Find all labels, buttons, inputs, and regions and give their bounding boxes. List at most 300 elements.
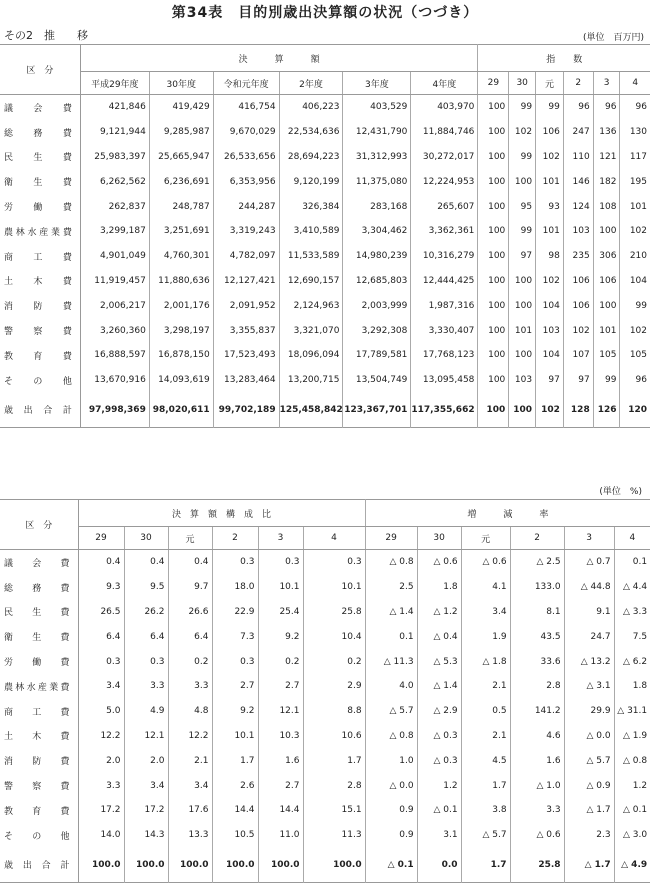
table-cell: 97,998,369 [80, 393, 149, 428]
table-cell: 4.9 [124, 699, 168, 724]
table-cell: 195 [629, 176, 647, 187]
table-cell: △ 44.8 [564, 575, 614, 600]
table-row [0, 145, 650, 170]
table-cell: 2.6 [212, 773, 258, 798]
col-header: 3 [258, 527, 303, 550]
table-cell: 4.0 [365, 674, 417, 699]
table-cell: 136 [593, 120, 620, 145]
table-cell: 265,607 [411, 194, 478, 219]
table-cell: 16,878,150 [149, 343, 213, 368]
table-cell: 0.1 [365, 624, 417, 649]
row-label: 商工費 [0, 244, 80, 269]
table-cell: 326,384 [279, 194, 343, 219]
table-cell: △ 1.4 [365, 600, 417, 625]
table-cell: 25.8 [303, 600, 365, 625]
row-label: 衛生費 [0, 624, 78, 649]
table-cell: △ 1.2 [417, 600, 461, 625]
table-cell: 15.1 [303, 798, 365, 823]
table-cell: 31,312,993 [343, 145, 411, 170]
table-cell: 100 [509, 343, 536, 368]
table-cell: △ 1.0 [510, 773, 564, 798]
table-cell: 3.4 [78, 674, 124, 699]
table-cell: △ 13.2 [564, 649, 614, 674]
table-cell: 0.4 [78, 550, 124, 575]
col-header: 29 [478, 72, 509, 95]
table-row [0, 95, 650, 120]
table-cell: 120 [628, 404, 647, 415]
table-cell: 0.9 [365, 798, 417, 823]
row-label: 議会費 [0, 550, 78, 575]
table-cell: 1.7 [303, 748, 365, 773]
table-cell: 1.7 [461, 848, 510, 883]
table-cell: △ 2.9 [417, 699, 461, 724]
table-cell: 17.6 [168, 798, 212, 823]
table-cell: 102 [536, 393, 564, 428]
table-cell: 2.7 [258, 674, 303, 699]
table-cell: 102 [563, 318, 593, 343]
table-cell: 22,534,636 [279, 120, 343, 145]
table-cell: 2.7 [258, 773, 303, 798]
table-cell: 10,316,279 [411, 244, 478, 269]
table-cell: 101 [629, 201, 647, 212]
row-label: 労働費 [0, 194, 80, 219]
table-cell: 13,283,464 [213, 368, 279, 393]
table-cell: 104 [536, 343, 564, 368]
table-cell: 9,121,944 [80, 120, 149, 145]
table-cell: 2.0 [78, 748, 124, 773]
table-total-row [0, 393, 650, 428]
table-cell: 117 [629, 151, 647, 162]
table-cell: 10.1 [212, 724, 258, 749]
row-label: 消防費 [0, 748, 78, 773]
table-row [0, 823, 650, 848]
table-cell: 106 [593, 269, 620, 294]
table-cell: 1.7 [212, 748, 258, 773]
table-cell: 99,702,189 [213, 393, 279, 428]
table-cell: 3.4 [168, 773, 212, 798]
table-cell: 235 [563, 244, 593, 269]
table-cell: △ 0.8 [365, 724, 417, 749]
table-cell: 4.1 [461, 575, 510, 600]
table-cell: 100 [478, 393, 509, 428]
table-cell: 1.6 [258, 748, 303, 773]
table-cell: 3.3 [78, 773, 124, 798]
table-cell: 99 [509, 95, 536, 120]
table-cell: 98 [536, 244, 564, 269]
col-header: 3年度 [343, 72, 411, 95]
table-cell: 9,120,199 [279, 169, 343, 194]
table-cell: 12,431,790 [343, 120, 411, 145]
table-cell: 0.3 [212, 550, 258, 575]
table-cell: 101 [593, 318, 620, 343]
table-cell: 416,754 [213, 95, 279, 120]
col-header: 元 [536, 72, 564, 95]
table-cell: △ 0.6 [461, 550, 510, 575]
table-cell: 3,298,197 [149, 318, 213, 343]
table-cell: 3,330,407 [411, 318, 478, 343]
table-row [0, 798, 650, 823]
table-cell: 3.4 [461, 600, 510, 625]
table-cell: 0.4 [124, 550, 168, 575]
table-cell: 8.1 [510, 600, 564, 625]
table-cell: △ 0.6 [510, 823, 564, 848]
table-cell: 2.9 [303, 674, 365, 699]
table-cell: 6.4 [168, 624, 212, 649]
table-cell: 99 [509, 145, 536, 170]
table-cell: 18.0 [212, 575, 258, 600]
table-cell: △ 3.3 [623, 606, 648, 617]
table-cell: 105 [629, 350, 647, 361]
group-header-index: 指 数 [478, 45, 650, 72]
row-label: 労働費 [0, 649, 78, 674]
col-header: 4 [303, 527, 365, 550]
table-cell: 11,375,080 [343, 169, 411, 194]
table-cell: 14.0 [78, 823, 124, 848]
col-header: 4年度 [411, 72, 478, 95]
table-cell: △ 1.7 [564, 798, 614, 823]
table-row [0, 269, 650, 294]
table-cell: △ 5.3 [417, 649, 461, 674]
table-cell: 2.8 [303, 773, 365, 798]
table-cell: 106 [563, 293, 593, 318]
col-header: 30 [509, 72, 536, 95]
table-cell: 9,285,987 [149, 120, 213, 145]
table-cell: 1.2 [632, 780, 648, 791]
table-cell: 28,694,223 [279, 145, 343, 170]
table-cell: 3,292,308 [343, 318, 411, 343]
table-cell: 26,533,656 [213, 145, 279, 170]
table-cell: 2.7 [212, 674, 258, 699]
table-cell: 6,236,691 [149, 169, 213, 194]
row-label: その他 [0, 823, 78, 848]
table-cell: 4.5 [461, 748, 510, 773]
table-cell: △ 0.0 [564, 724, 614, 749]
col-header: 2 [212, 527, 258, 550]
table-cell: 100 [478, 194, 509, 219]
table-cell: 1.0 [365, 748, 417, 773]
table-cell: 141.2 [510, 699, 564, 724]
table-cell: 0.2 [168, 649, 212, 674]
table-row [0, 699, 650, 724]
table-cell: 10.5 [212, 823, 258, 848]
col-header: 30 [124, 527, 168, 550]
table-cell: 3,260,360 [80, 318, 149, 343]
section-subtitle: その2 推 移 [4, 29, 88, 42]
table-cell: 6.4 [78, 624, 124, 649]
table-cell: 2,003,999 [343, 293, 411, 318]
table-cell: 105 [593, 343, 620, 368]
row-label: 歳出合計 [0, 393, 80, 428]
table-cell: 97 [509, 244, 536, 269]
table-cell: 7.3 [212, 624, 258, 649]
table-cell: 12.2 [168, 724, 212, 749]
table-cell: 124 [563, 194, 593, 219]
table-cell: 100 [478, 169, 509, 194]
table-cell: 0.3 [78, 649, 124, 674]
row-label: 総務費 [0, 120, 80, 145]
table-cell: 106 [536, 120, 564, 145]
table-cell: 18,096,094 [279, 343, 343, 368]
table-cell: 1.7 [461, 773, 510, 798]
table-cell: △ 0.1 [623, 805, 648, 816]
col-header: 29 [78, 527, 124, 550]
table-cell: 107 [563, 343, 593, 368]
table-cell: 11,533,589 [279, 244, 343, 269]
table-cell: 25,665,947 [149, 145, 213, 170]
table-cell: 100 [478, 145, 509, 170]
table-cell: 101 [509, 318, 536, 343]
col-header: 29 [365, 527, 417, 550]
table-cell: 0.2 [303, 649, 365, 674]
table-cell: △ 4.9 [621, 859, 648, 870]
table-row [0, 194, 650, 219]
table-cell: 3,251,691 [149, 219, 213, 244]
table-row [0, 649, 650, 674]
table-row [0, 244, 650, 269]
table-cell: 101 [536, 169, 564, 194]
table-cell: △ 2.5 [510, 550, 564, 575]
table-cell: 108 [593, 194, 620, 219]
table-cell: 4.6 [510, 724, 564, 749]
table-cell: △ 1.4 [417, 674, 461, 699]
table-cell: 2.8 [510, 674, 564, 699]
unit-label-table2: (単位 %) [599, 487, 642, 497]
table-row [0, 748, 650, 773]
settlement-amount-table [0, 44, 650, 428]
table-cell: 12,444,425 [411, 269, 478, 294]
table-cell: 2.3 [564, 823, 614, 848]
table-cell: 210 [629, 251, 647, 262]
table-cell: △ 3.0 [623, 830, 648, 841]
table-cell: 0.2 [258, 649, 303, 674]
table-cell: 13.3 [168, 823, 212, 848]
table-cell: 2,001,176 [149, 293, 213, 318]
table-cell: 0.3 [212, 649, 258, 674]
table-row [0, 368, 650, 393]
table-cell: 3.3 [124, 674, 168, 699]
group-header-composition: 決 算 額 構 成 比 [78, 500, 365, 527]
table-cell: 8.8 [303, 699, 365, 724]
table-cell: 1,987,316 [411, 293, 478, 318]
table-cell: 3.3 [168, 674, 212, 699]
table-cell: 0.9 [365, 823, 417, 848]
table-cell: 403,529 [343, 95, 411, 120]
table-cell: 9.2 [212, 699, 258, 724]
table-cell: 97 [536, 368, 564, 393]
col-header: 30年度 [149, 72, 213, 95]
col-header: 30 [417, 527, 461, 550]
table-cell: 13,200,715 [279, 368, 343, 393]
table-cell: 182 [593, 169, 620, 194]
table-cell: 25,983,397 [80, 145, 149, 170]
row-label: 民生費 [0, 145, 80, 170]
table-cell: 0.3 [303, 550, 365, 575]
table-cell: △ 3.1 [564, 674, 614, 699]
table-cell: 12,224,953 [411, 169, 478, 194]
table-cell: 4.8 [168, 699, 212, 724]
table-cell: 29.9 [564, 699, 614, 724]
table-cell: 24.7 [564, 624, 614, 649]
table-cell: 26.5 [78, 600, 124, 625]
table-cell: 100 [509, 393, 536, 428]
table-cell: 101 [536, 219, 564, 244]
table-cell: 1.8 [632, 681, 648, 692]
table-cell: 1.6 [510, 748, 564, 773]
table-cell: 25.4 [258, 600, 303, 625]
table-cell: 244,287 [213, 194, 279, 219]
table-cell: 247 [563, 120, 593, 145]
col-header: 2 [510, 527, 564, 550]
table-cell: 9,670,029 [213, 120, 279, 145]
table-cell: 11,884,746 [411, 120, 478, 145]
table-cell: 100.0 [168, 848, 212, 883]
table-cell: △ 31.1 [617, 706, 648, 717]
table-cell: 100 [478, 269, 509, 294]
table-cell: 4,760,301 [149, 244, 213, 269]
table-cell: 100 [478, 368, 509, 393]
table-row [0, 773, 650, 798]
table-cell: 100.0 [303, 848, 365, 883]
table-cell: 17.2 [78, 798, 124, 823]
table-cell: 0.3 [258, 550, 303, 575]
table-cell: 12,685,803 [343, 269, 411, 294]
table-row [0, 600, 650, 625]
table-cell: 43.5 [510, 624, 564, 649]
row-header: 区 分 [0, 45, 80, 95]
table-cell: 17,768,123 [411, 343, 478, 368]
table-cell: 0.3 [124, 649, 168, 674]
table-cell: 100 [478, 318, 509, 343]
table-cell: 96 [635, 102, 647, 113]
table-total-row [0, 848, 650, 883]
table-cell: 103 [536, 318, 564, 343]
table-cell: 0.0 [417, 848, 461, 883]
table-row [0, 343, 650, 368]
col-header: 2 [563, 72, 593, 95]
table-cell: △ 1.7 [564, 848, 614, 883]
table-cell: 22.9 [212, 600, 258, 625]
table-cell: 13,670,916 [80, 368, 149, 393]
table-cell: 17,789,581 [343, 343, 411, 368]
table-cell: △ 0.0 [365, 773, 417, 798]
table-cell: 93 [536, 194, 564, 219]
table-cell: 98,020,611 [149, 393, 213, 428]
table-cell: 14,093,619 [149, 368, 213, 393]
table-cell: 10.3 [258, 724, 303, 749]
col-header: 4 [620, 72, 650, 95]
group-header-amount: 決 算 額 [80, 45, 478, 72]
col-header: 元 [461, 527, 510, 550]
row-label: 農林水産業費 [0, 219, 80, 244]
table-cell: 95 [509, 194, 536, 219]
table-cell: 4,782,097 [213, 244, 279, 269]
table-cell: 30,272,017 [411, 145, 478, 170]
table-cell: 9.5 [124, 575, 168, 600]
row-label: 警察費 [0, 773, 78, 798]
table-cell: 248,787 [149, 194, 213, 219]
table-cell: 96 [593, 95, 620, 120]
table-cell: △ 5.7 [564, 748, 614, 773]
table-cell: △ 0.8 [623, 755, 648, 766]
table-cell: 0.5 [461, 699, 510, 724]
table-cell: 14.4 [212, 798, 258, 823]
table-cell: 17.2 [124, 798, 168, 823]
table-cell: 103 [509, 368, 536, 393]
table-cell: 13,095,458 [411, 368, 478, 393]
table-cell: 102 [629, 226, 647, 237]
row-label: 議会費 [0, 95, 80, 120]
table-cell: 11.3 [303, 823, 365, 848]
row-label: 教育費 [0, 798, 78, 823]
table-cell: 100 [593, 293, 620, 318]
table-cell: 419,429 [149, 95, 213, 120]
table-cell: 0.4 [168, 550, 212, 575]
table-cell: 0.1 [632, 557, 648, 568]
table-cell: 12,690,157 [279, 269, 343, 294]
table-cell: 123,367,701 [343, 393, 411, 428]
table-cell: 100.0 [124, 848, 168, 883]
table-cell: 33.6 [510, 649, 564, 674]
table-row [0, 293, 650, 318]
table-cell: 130 [629, 127, 647, 138]
table-cell: 100 [509, 269, 536, 294]
table-cell: △ 0.1 [365, 848, 417, 883]
table-cell: 12.1 [258, 699, 303, 724]
table-cell: 2,091,952 [213, 293, 279, 318]
table-cell: △ 5.7 [461, 823, 510, 848]
table-cell: 306 [593, 244, 620, 269]
table-cell: 2.1 [168, 748, 212, 773]
table-row [0, 169, 650, 194]
row-label: その他 [0, 368, 80, 393]
table-row [0, 318, 650, 343]
table-cell: 106 [563, 269, 593, 294]
table-cell: 3,362,361 [411, 219, 478, 244]
table-cell: 102 [509, 120, 536, 145]
table-cell: 125,458,842 [279, 393, 343, 428]
table-cell: 406,223 [279, 95, 343, 120]
table-cell: 3,321,070 [279, 318, 343, 343]
table-cell: △ 11.3 [365, 649, 417, 674]
table-cell: 11,880,636 [149, 269, 213, 294]
table-cell: 128 [563, 393, 593, 428]
table-row [0, 550, 650, 575]
table-cell: 11,919,457 [80, 269, 149, 294]
table-cell: 102 [536, 269, 564, 294]
page-title: 第34表 目的別歳出決算額の状況（つづき） [171, 5, 479, 21]
row-label: 土木費 [0, 269, 80, 294]
table-cell: 100 [478, 343, 509, 368]
table-cell: 16,888,597 [80, 343, 149, 368]
table-cell: 4,901,049 [80, 244, 149, 269]
table-cell: 102 [536, 145, 564, 170]
table-cell: 26.2 [124, 600, 168, 625]
table-cell: 102 [629, 325, 647, 336]
row-label: 警察費 [0, 318, 80, 343]
table-cell: 14.4 [258, 798, 303, 823]
table-cell: 3,319,243 [213, 219, 279, 244]
table-cell: 1.9 [461, 624, 510, 649]
table-cell: △ 0.6 [417, 550, 461, 575]
col-header: 2年度 [279, 72, 343, 95]
table-cell: 5.0 [78, 699, 124, 724]
table-cell: 96 [563, 95, 593, 120]
col-header: 4 [614, 527, 650, 550]
table-cell: 117,355,662 [411, 393, 478, 428]
table-cell: 283,168 [343, 194, 411, 219]
table-cell: 1.8 [417, 575, 461, 600]
table-cell: 100 [593, 219, 620, 244]
